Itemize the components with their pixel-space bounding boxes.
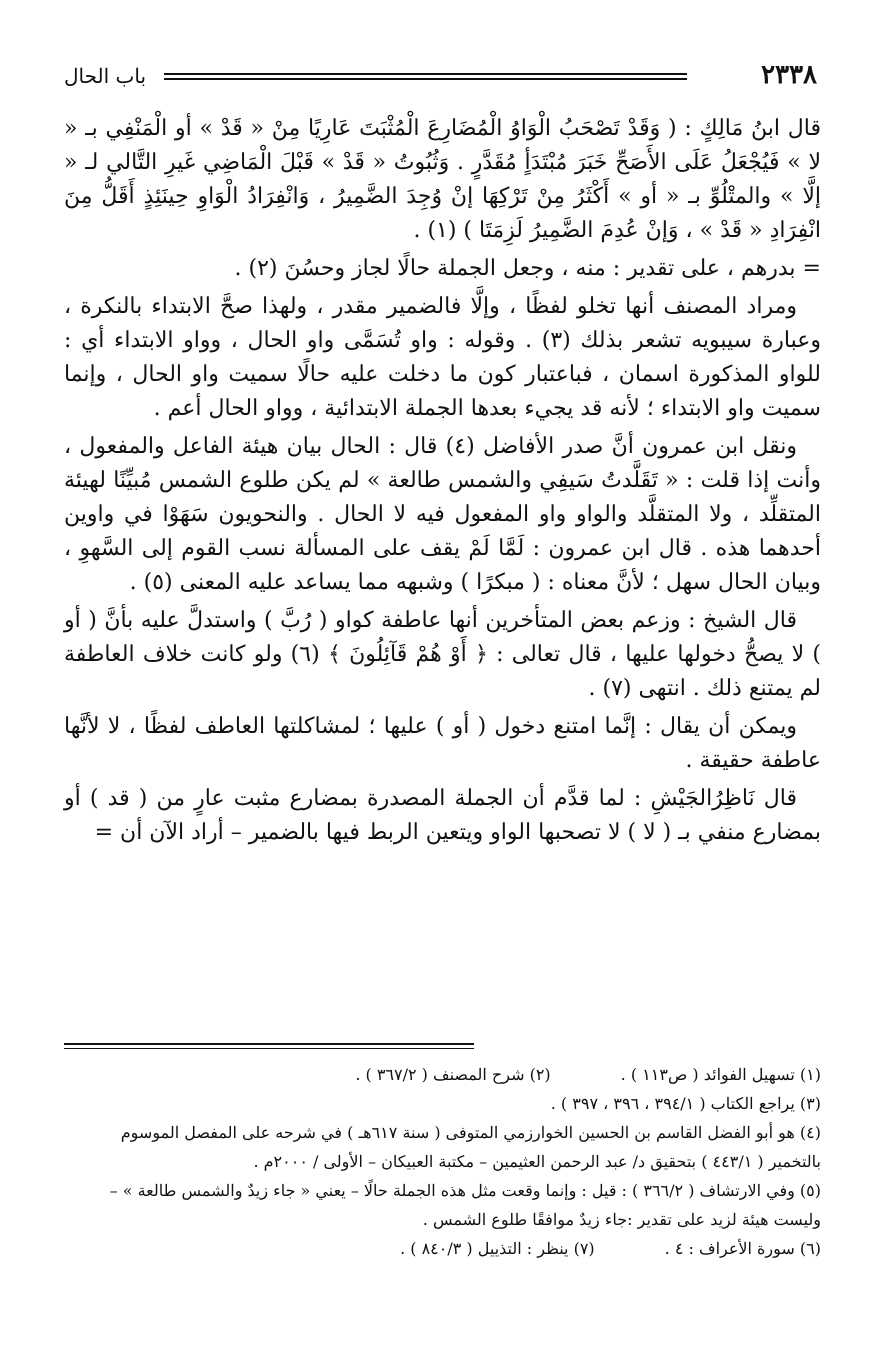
- paragraph-shaykh: قال الشيخ : وزعم بعض المتأخرين أنها عاطفة كواو ( رُبَّ ) واستدلَّ عليه بأنَّ ( أو ) لا يصحُّ دخولها عليها ، قال تعالى : ﴿ أَوْ هُمْ قَآئِلُونَ ﴾ (٦) ولو كانت خلاف العاطفة لم يمتنع ذلك . انتهى (٧) .: [64, 608, 822, 701]
- footnote-7: (٧) ينظر : التذييل ( ٨٤٠/٣ ) .: [400, 1239, 595, 1258]
- footnote-5: (٥) وفي الارتشاف ( ٣٦٦/٢ ) : قيل : وإنما وقعت مثل هذه الجملة حالًا – يعني « جاء زيدٌ والشمس طالعة » – وليست هيئة لزيد على تقدير :جاء زيدٌ موافقًا طلوع الشمس .: [109, 1181, 821, 1229]
- paragraph-nazir-aljaysh: قال نَاظِرُالجَيْشِ : لما قدَّم أن الجملة المصدرة بمضارع مثبت عارٍ من ( قد ) أو بمضارع منفي بـ ( لا ) لا تصحبها الواو ويتعين الربط فيها بالضمير – أراد الآن أن =: [64, 786, 821, 845]
- footnote-6: (٦) سورة الأعراف : ٤ .: [664, 1239, 821, 1258]
- page-header: [64, 60, 817, 94]
- chapter-title: باب الحال: [64, 64, 147, 88]
- footnote-2: (٢) شرح المصنف ( ٣٦٧/٢ ) .: [355, 1065, 551, 1084]
- page-number: ٢٣٣٨: [761, 60, 817, 90]
- footnote-separator: [64, 1043, 474, 1049]
- header-rule: [164, 73, 687, 80]
- footnote-row: [64, 1060, 821, 1089]
- main-text: [64, 112, 821, 854]
- paragraph-continuation: = بدرهم ، على تقدير : منه ، وجعل الجملة حالًا لجاز وحسُنَ (٢) .: [234, 256, 821, 281]
- footnote-4: (٤) هو أبو الفضل القاسم بن الحسين الخوارزمي المتوفى ( سنة ٦١٧هـ ) في شرحه على المفصل الموسوم بالتخمير ( ٤٤٣/١ ) بتحقيق د/ عبد الرحمن العثيمين – مكتبة العبيكان – الأولى / ٢٠٠٠م .: [120, 1123, 821, 1171]
- footnote-row: [64, 1234, 821, 1263]
- footnote-1: (١) تسهيل الفوائد ( ص١١٣ ) .: [620, 1065, 821, 1084]
- footnote-3: (٣) يراجع الكتاب ( ٣٩٤/١ ، ٣٩٦ ، ٣٩٧ ) .: [550, 1094, 821, 1113]
- paragraph-ibn-amrun: ونقل ابن عمرون أنَّ صدر الأفاضل (٤) قال : الحال بيان هيئة الفاعل والمفعول ، وأنت إذا قلت : « تَقَلَّدتُ سَيفِي والشمس طالعة » لم يكن طلوع الشمس مُبيِّنًا لهيئة المتقلِّد ، ولا المتقلَّد والواو واو المفعول فيه لا الحال . والنحويون سَهَوْا في واوين أحدهما هذه . قال ابن عمرون : لَمَّا لَمْ يقف على المسألة نسب القوم إلى السَّهوِ ، وبيان الحال سهل ؛ لأنَّ معناه : ( مبكرًا ) وشبهه مما يساعد عليه المعنى (٥) .: [64, 434, 821, 595]
- paragraph-ibn-malik: قال ابنُ مَالِكٍ : ( وَقَدْ تَصْحَبُ الْوَاوُ الْمُضَارِعَ الْمُثْبَتَ عَارِيًا مِنْ « قَدْ » أو الْمَنْفِي بـ « لا » فَيُجْعَلُ عَلَى الأَصَحِّ خَبَرَ مُبْتَدَأٍ مُقَدَّرٍ . وَثُبُوتُ « قَدْ » قَبْلَ الْمَاضِي غَيرِ التَّالي لـ « إلَّا » والمتْلُوِّ بـ « أو » أَكْثَرُ مِنْ تَرْكِهَا إنْ وُجِدَ الضَّمِيرُ ، وَانْفِرَادُ الْوَاوِ حِينَئِذٍ أَقَلُّ مِنَ انْفِرَادِ « قَدْ » ، وَإنْ عُدِمَ الضَّمِيرُ لَزِمَتَا ) (١) .: [64, 116, 821, 243]
- paragraph-murad: ومراد المصنف أنها تخلو لفظًا ، وإلَّا فالضمير مقدر ، ولهذا صحَّ الابتداء بالنكرة ، وعبارة سيبويه تشعر بذلك (٣) . وقوله : واو تُسَمَّى واو الحال ، وواو الابتداء أي : للواو المذكورة اسمان ، فباعتبار كون ما دخلت عليه حالًا سميت واو الحال ، وإنما سميت واو الابتداء ؛ لأنه قد يجيء بعدها الجملة الابتدائية ، وواو الحال أعم .: [64, 294, 821, 421]
- paragraph-yumkin: ويمكن أن يقال : إنَّما امتنع دخول ( أو ) عليها ؛ لمشاكلتها العاطف لفظًا ، لا لأنَّها عاطفة حقيقة .: [64, 714, 821, 773]
- footnotes: [64, 1060, 821, 1263]
